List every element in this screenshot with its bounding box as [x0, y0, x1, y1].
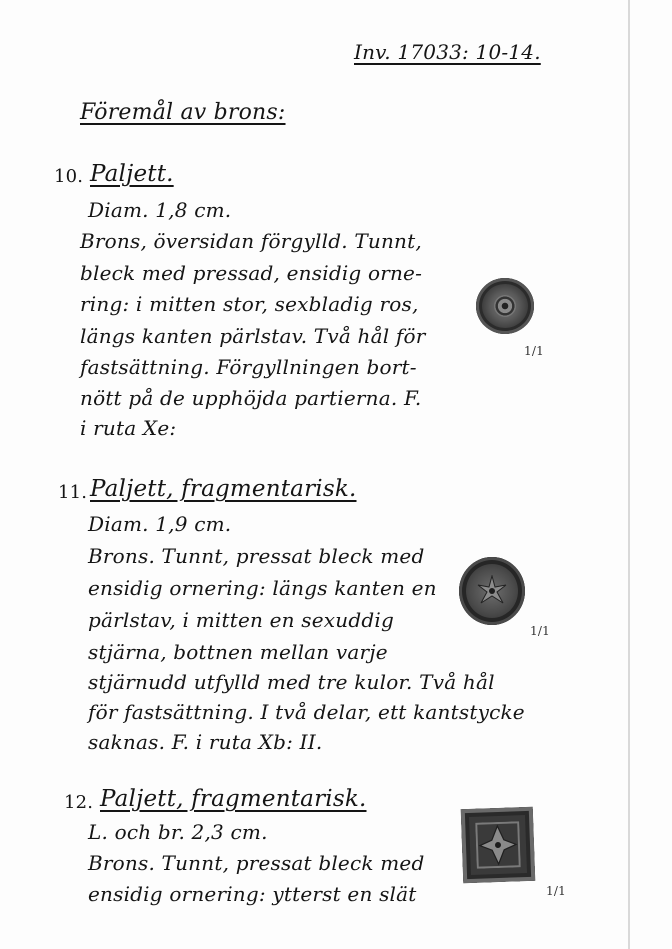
- item-12-line: L. och br. 2,3 cm.: [88, 820, 268, 844]
- item-12-title: Paljett, fragmentarisk.: [100, 786, 367, 812]
- item-12-number: 12.: [64, 792, 94, 813]
- item-11-sequin-image: [459, 557, 525, 625]
- cross-ornament-icon: [475, 821, 521, 869]
- item-10-line: bleck med pressad, ensidig orne-: [80, 261, 423, 285]
- item-12-scale: 1/1: [546, 884, 566, 898]
- item-10-line: längs kanten pärlstav. Två hål för: [80, 324, 426, 348]
- item-11-line: Brons. Tunnt, pressat bleck med: [88, 544, 425, 568]
- section-heading: Föremål av brons:: [80, 100, 286, 125]
- item-10-line: Brons, översidan förgylld. Tunnt,: [80, 229, 422, 253]
- item-11-line: Diam. 1,9 cm.: [88, 512, 232, 536]
- item-11-title: Paljett, fragmentarisk.: [90, 476, 357, 502]
- item-11-number: 11.: [58, 482, 88, 503]
- item-10-line: nött på de upphöjda partierna. F.: [80, 386, 422, 410]
- item-11-scale: 1/1: [530, 624, 550, 638]
- item-12-line: ensidig ornering: ytterst en slät: [88, 882, 417, 906]
- item-10-title: Paljett.: [90, 161, 174, 187]
- item-10-line: ring: i mitten stor, sexbladig ros,: [80, 292, 419, 316]
- item-10-scale: 1/1: [524, 344, 544, 358]
- item-10-line: fastsättning. Förgyllningen bort-: [80, 355, 417, 379]
- item-11-line: pärlstav, i mitten en sexuddig: [88, 608, 394, 632]
- item-12-plate-image: [461, 807, 536, 883]
- item-11-line: ensidig ornering: längs kanten en: [88, 576, 437, 600]
- item-10-number: 10.: [54, 166, 84, 187]
- star-icon: [476, 575, 508, 607]
- item-10-sequin-image: [476, 278, 534, 334]
- item-10-line: i ruta Xe:: [80, 416, 177, 440]
- item-11-line: stjärna, bottnen mellan varje: [88, 640, 388, 664]
- item-10-line: Diam. 1,8 cm.: [88, 198, 232, 222]
- page-edge: [628, 0, 630, 949]
- item-12-line: Brons. Tunnt, pressat bleck med: [88, 851, 425, 875]
- inventory-number: Inv. 17033: 10-14.: [354, 40, 541, 64]
- item-11-line: stjärnudd utfylld med tre kulor. Två hål: [88, 670, 495, 694]
- item-11-line: för fastsättning. I två delar, ett kantstycke: [88, 700, 525, 724]
- item-11-line: saknas. F. i ruta Xb: II.: [88, 730, 323, 754]
